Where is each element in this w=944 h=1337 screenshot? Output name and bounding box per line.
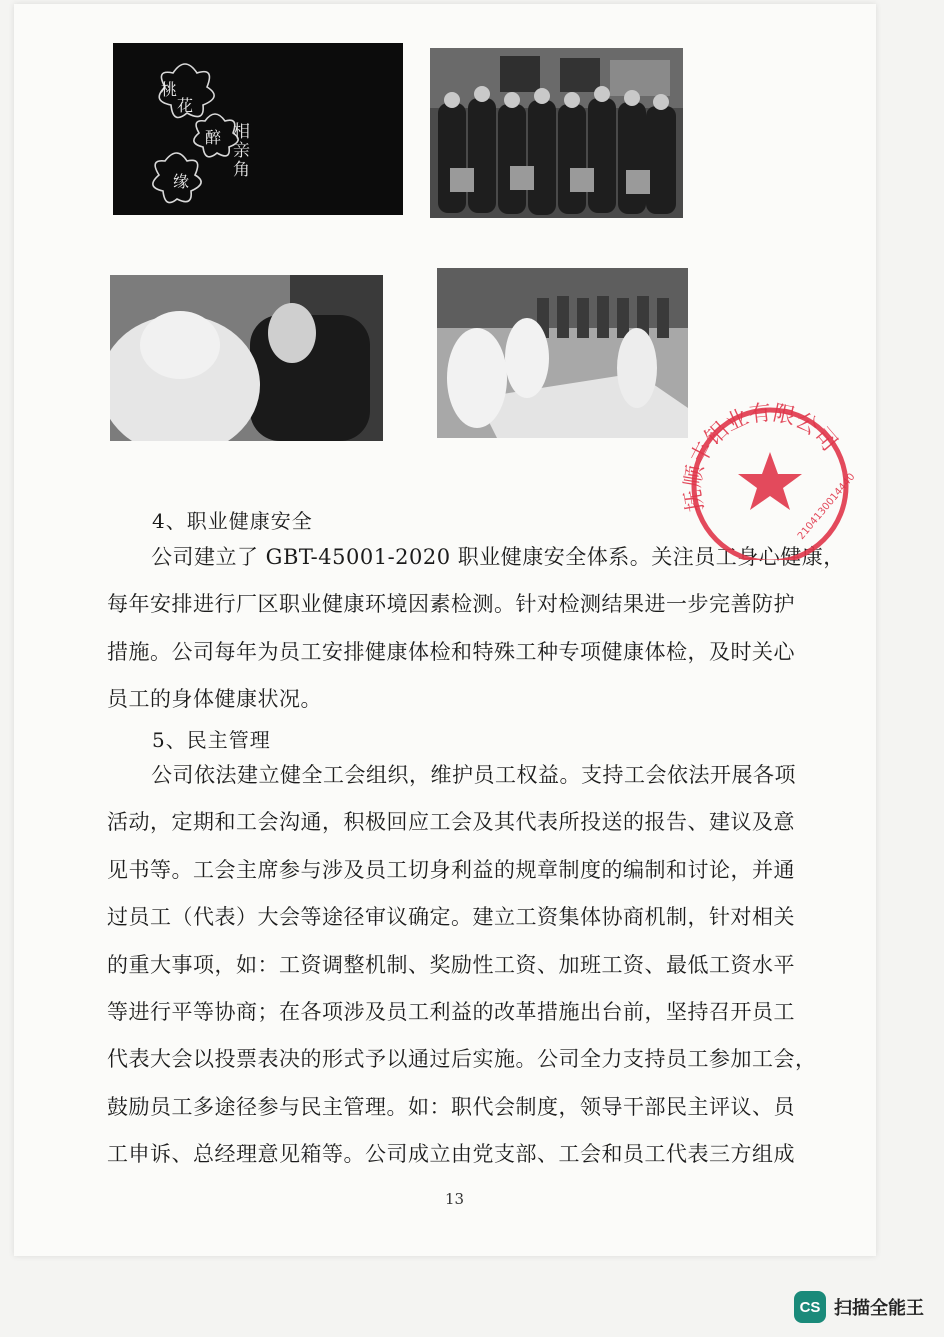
company-seal xyxy=(676,400,860,560)
text-line: 措施。公司每年为员工安排健康体检和特殊工种专项健康体检，及时关心 xyxy=(107,639,795,664)
text-line: 的重大事项，如：工资调整机制、奖励性工资、加班工资、最低工资水平 xyxy=(107,952,795,977)
page-number: 13 xyxy=(445,1190,465,1208)
text-line: 每年安排进行厂区职业健康环境因素检测。针对检测结果进一步完善防护 xyxy=(107,592,795,617)
camscanner-logo-icon: CS xyxy=(794,1291,826,1323)
text-line: 活动，定期和工会沟通，积极回应工会及其代表所投送的报告、建议及意 xyxy=(107,810,795,835)
poster-photo xyxy=(113,43,403,215)
section-heading-democratic-management: 5、民主管理 xyxy=(152,728,271,752)
text-line: 员工的身体健康状况。 xyxy=(107,687,322,712)
section-body-democratic-management xyxy=(107,752,822,1179)
watermark-label: 扫描全能王 xyxy=(834,1298,924,1319)
poster-caption: 相亲角 xyxy=(229,122,249,179)
medical-test-photo xyxy=(110,275,383,441)
text-line: 等进行平等协商；在各项涉及员工利益的改革措施出台前，坚持召开员工 xyxy=(107,1000,795,1025)
health-check-photo xyxy=(437,268,688,438)
text-line: 见书等。工会主席参与涉及员工切身利益的规章制度的编制和讨论，并通 xyxy=(107,857,795,882)
svg-text:醉: 醉 xyxy=(205,128,222,147)
svg-text:桃: 桃 xyxy=(161,80,178,99)
seal-text: 抚顺丰铝业有限公司 xyxy=(680,400,842,514)
text-line: 工申诉、总经理意见箱等。公司成立由党支部、工会和员工代表三方组成 xyxy=(107,1142,795,1167)
text-line: 公司依法建立健全工会组织，维护员工权益。支持工会依法开展各项 xyxy=(151,763,796,787)
section-body-occupational-health xyxy=(107,534,845,724)
text-line: 过员工（代表）大会等途径审议确定。建立工资集体协商机制，针对相关 xyxy=(107,905,795,930)
seal-stamp-icon xyxy=(676,400,860,560)
group-photo xyxy=(430,48,683,218)
text-line: 公司建立了 GBT-45001-2020 职业健康安全体系。关注员工身心健康， xyxy=(151,545,845,569)
svg-text:花: 花 xyxy=(177,96,194,115)
svg-text:缘: 缘 xyxy=(173,172,190,191)
text-line: 鼓励员工多途径参与民主管理。如：职代会制度，领导干部民主评议、员 xyxy=(107,1094,795,1119)
seal-number: 2104130014440 xyxy=(795,471,858,542)
flower-decoration-icon xyxy=(113,43,403,215)
text-line: 代表大会以投票表决的形式予以通过后实施。公司全力支持员工参加工会， xyxy=(107,1047,817,1072)
scanner-watermark xyxy=(794,1291,924,1323)
section-heading-occupational-health: 4、职业健康安全 xyxy=(152,509,313,533)
